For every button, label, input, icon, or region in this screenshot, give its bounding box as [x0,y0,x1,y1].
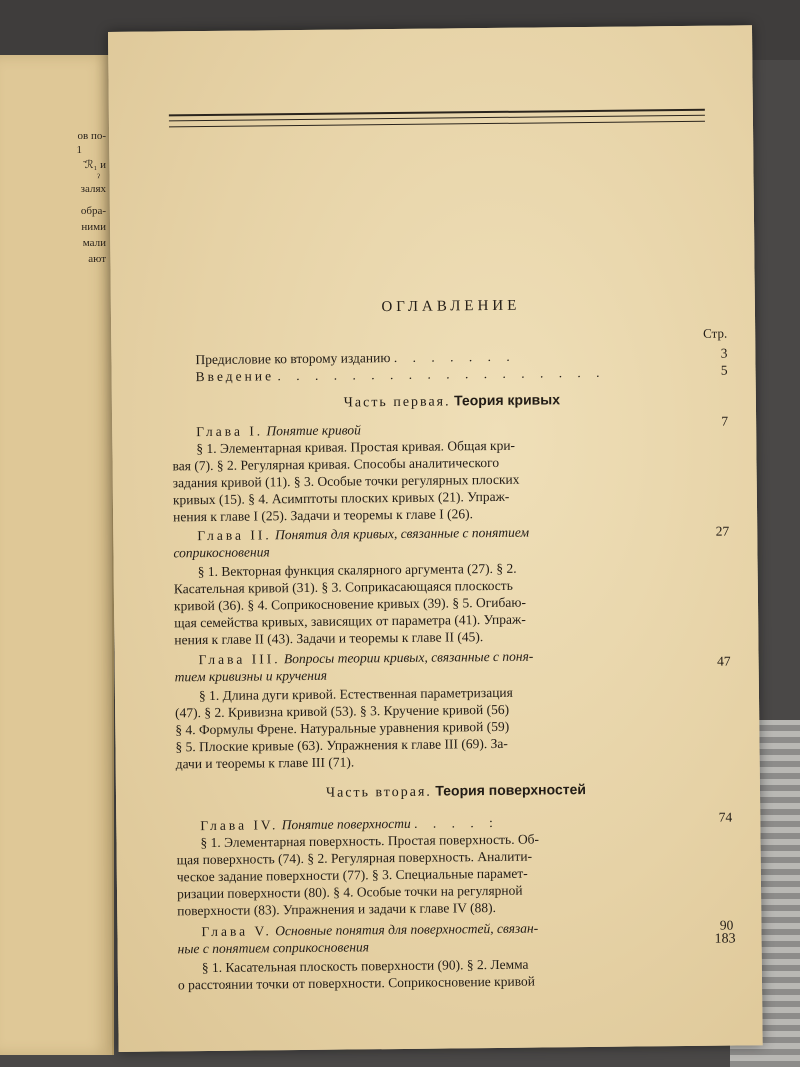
header-rule [169,109,705,122]
toc-page-number: 7 [721,413,729,429]
chapter-content-line: Касательная кривой (31). § 3. Соприкасающаяся плоскость [173,577,513,597]
chapter-content-line: задания кривой (11). § 3. Особые точки регулярных плоских [172,471,520,491]
part-title: Теория поверхностей [435,781,587,799]
chapter-title: Основные понятия для поверхностей, связан- [275,920,539,939]
chapter-content-line: § 1. Элементарная поверхность. Простая поверхность. Об- [200,831,540,851]
toc-page-number: 74 [718,809,733,825]
chapter-title-continued: тием кривизны и кручения [174,667,328,685]
toc-leader: . . . . : [414,814,499,831]
chapter-title: Понятие кривой [266,422,361,439]
book-page [108,25,763,1052]
left-page-fragment: обра- [80,205,106,217]
toc-entry-title: Предисловие ко второму изданию [195,350,391,368]
toc-leader: . . . . . . . [393,348,516,366]
chapter-content-line: щая семейства кривых, зависящих от параметра (41). Упраж- [174,611,526,631]
chapter-content-line: ризации поверхности (80). § 4. Особые точки на регулярной [176,882,523,902]
chapter-content-line: § 1. Векторная функция скалярного аргумента (27). § 2. [197,560,517,580]
chapter-label: Глава II. [197,527,272,544]
left-page-fragment: ̄ℛ₁ и [84,159,106,171]
chapter-title-continued: ные с понятием соприкосновения [177,939,370,957]
chapter-content-line: § 1. Элементарная кривая. Простая кривая. Общая кри- [196,437,516,457]
chapter-label: Глава IV. [200,817,279,834]
chapter-title-continued: соприкосновения [173,544,270,561]
part-prefix: Часть вторая. [325,784,432,801]
chapter-content-line: (47). § 2. Кривизна кривой (53). § 3. Кручение кривой (56) [175,701,510,721]
chapter-content-line: поверхности (83). Упражнения и задачи к главе IV (88). [177,899,497,919]
left-page [0,55,114,1055]
part-title: Теория кривых [453,391,561,409]
chapter-label: Глава I. [196,423,264,440]
page-column-label: Стр. [703,325,728,341]
chapter-label: Глава V. [201,923,272,940]
left-page-fragment: 1 [76,144,82,156]
chapter-label: Глава III. [198,651,281,668]
left-page-fragment: ˀ [97,172,100,184]
chapter-content-line: § 1. Длина дуги кривой. Естественная параметризация [198,684,513,704]
toc-page-number: 3 [720,345,728,361]
toc-page-number: 47 [717,653,731,669]
left-page-fragment: ними [81,221,106,233]
chapter-title: Вопросы теории кривых, связанные с поня- [283,648,534,667]
chapter-content-line: о расстоянии точки от поверхности. Соприкосновение кривой [177,973,535,993]
chapter-content-line: дачи и теоремы к главе III (71). [175,754,355,772]
toc-page-number: 90 [719,917,734,933]
chapter-content-line: ческое задание поверхности (77). § 3. Специальные парамет- [176,865,528,885]
part-heading [172,389,732,413]
left-page-fragment: ов по- [77,130,106,142]
header-rule-thin [169,121,705,128]
chapter-content-line: кривых (15). § 4. Асимптоты плоских кривых (21). Упраж- [172,488,510,508]
chapter-content-line: нения к главе I (25). Задачи и теоремы к главе I (26). [173,506,474,525]
chapter-title: Понятия для кривых, связанные с понятием [275,524,530,543]
part-heading [176,779,736,803]
left-page-fragment: ают [88,253,106,265]
chapter-content-line: § 5. Плоские кривые (63). Упражнения к главе III (69). За- [175,735,508,755]
toc-page-number: 27 [715,523,730,539]
toc-page-number: 5 [720,362,728,378]
toc-leader: . . . . . . . . . . . . . . . . . . [277,364,606,384]
page-number-folio: 183 [714,931,736,947]
chapter-title: Понятие поверхности [281,815,411,833]
chapter-content-line: § 4. Формулы Френе. Натуральные уравнения кривой (59) [175,718,510,738]
part-prefix: Часть первая. [343,394,451,411]
chapter-content-line: нения к главе II (43). Задачи и теоремы к главе II (45). [174,629,484,648]
toc-entry-title: Введение [195,368,275,385]
left-page-fragment: мали [82,237,106,249]
chapter-content-line: § 1. Касательная плоскость поверхности (90). § 2. Лемма [201,956,529,976]
chapter-content-line: вая (7). § 2. Регулярная кривая. Способы аналитического [172,454,500,474]
toc-heading: ОГЛАВЛЕНИЕ [381,297,521,316]
chapter-content-line: кривой (36). § 4. Соприкосновение кривых (39). § 5. Огибаю- [173,594,527,614]
left-page-fragment: залях [80,183,106,195]
chapter-content-line: щая поверхность (74). § 2. Регулярная поверхность. Аналити- [176,848,533,868]
